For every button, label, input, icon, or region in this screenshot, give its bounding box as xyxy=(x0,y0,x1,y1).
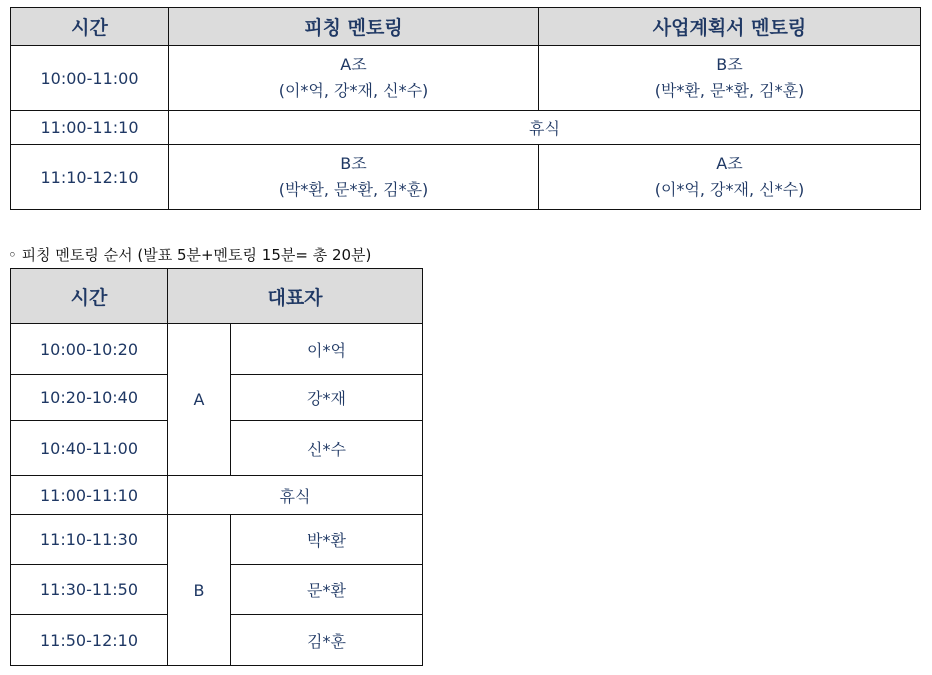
table-row xyxy=(11,515,423,565)
header-time: 시간 xyxy=(11,8,169,46)
time-cell: 10:00-10:20 xyxy=(11,324,168,375)
break-cell: 휴식 xyxy=(168,476,423,515)
table-header-row xyxy=(11,269,423,324)
time-cell: 11:50-12:10 xyxy=(11,615,168,666)
presenter-cell: 박*환 xyxy=(231,515,423,565)
pitch-cell xyxy=(169,46,539,111)
members-label: (박*환, 문*환, 김*훈) xyxy=(278,180,429,199)
time-cell: 10:00-11:00 xyxy=(11,46,169,111)
pitching-order-note: ◦ 피칭 멘토링 순서 (발표 5분+멘토링 15분= 총 20분) xyxy=(8,246,372,264)
members-label: (이*억, 강*재, 신*수) xyxy=(654,180,805,199)
time-cell: 11:00-11:10 xyxy=(11,476,168,515)
presenter-cell: 문*환 xyxy=(231,565,423,615)
header-business-plan-mentoring: 사업계획서 멘토링 xyxy=(539,8,921,46)
plan-cell xyxy=(539,46,921,111)
presenter-cell: 김*훈 xyxy=(231,615,423,666)
group-label: A조 xyxy=(716,154,743,173)
break-cell: 휴식 xyxy=(169,111,921,145)
mentoring-schedule-table xyxy=(10,7,921,210)
group-cell: B xyxy=(168,515,231,666)
table-row xyxy=(11,46,921,111)
time-cell: 10:20-10:40 xyxy=(11,375,168,421)
table-row xyxy=(11,476,423,515)
presenter-cell: 신*수 xyxy=(231,421,423,476)
header-time: 시간 xyxy=(11,269,168,324)
time-cell: 11:00-11:10 xyxy=(11,111,169,145)
header-presenter: 대표자 xyxy=(168,269,423,324)
plan-cell xyxy=(539,145,921,210)
group-cell: A xyxy=(168,324,231,476)
group-label: B조 xyxy=(340,154,367,173)
pitching-order-table xyxy=(10,268,423,666)
time-cell: 10:40-11:00 xyxy=(11,421,168,476)
group-label: A조 xyxy=(340,55,367,74)
time-cell: 11:30-11:50 xyxy=(11,565,168,615)
table-row xyxy=(11,145,921,210)
time-cell: 11:10-11:30 xyxy=(11,515,168,565)
group-label: B조 xyxy=(716,55,743,74)
header-pitching-mentoring: 피칭 멘토링 xyxy=(169,8,539,46)
presenter-cell: 강*재 xyxy=(231,375,423,421)
presenter-cell: 이*억 xyxy=(231,324,423,375)
table-row xyxy=(11,324,423,375)
table-header-row xyxy=(11,8,921,46)
members-label: (이*억, 강*재, 신*수) xyxy=(278,81,429,100)
time-cell: 11:10-12:10 xyxy=(11,145,169,210)
table-row xyxy=(11,111,921,145)
members-label: (박*환, 문*환, 김*훈) xyxy=(654,81,805,100)
pitch-cell xyxy=(169,145,539,210)
